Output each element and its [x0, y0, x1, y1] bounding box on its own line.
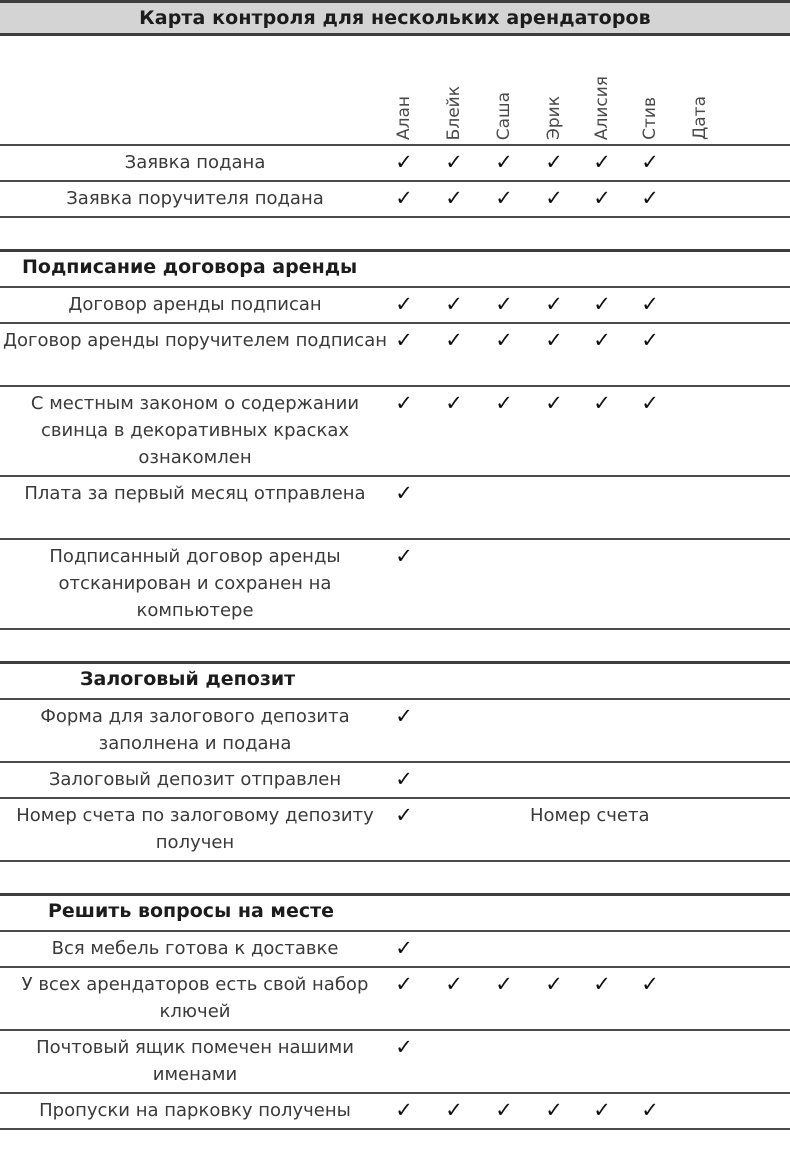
checklist-row[interactable]: [0, 932, 790, 966]
row-label: Залоговый депозит отправлен: [48, 769, 342, 790]
checkmark-icon[interactable]: ✓: [641, 150, 659, 174]
checklist-row[interactable]: [0, 763, 790, 797]
column-header-4: Эрик: [544, 96, 564, 140]
section-title: Подписание договора аренды: [22, 256, 358, 278]
row-checkmarks: [390, 932, 790, 966]
column-header-2: Блейк: [444, 85, 464, 140]
column-header-6: Стив: [640, 97, 660, 140]
checkmark-icon[interactable]: ✓: [495, 186, 513, 210]
row-label: Плата за первый месяц отправлена: [24, 483, 366, 504]
checkmark-icon[interactable]: ✓: [593, 391, 611, 415]
checkmark-icon[interactable]: ✓: [641, 328, 659, 352]
checkmark-icon[interactable]: ✓: [495, 328, 513, 352]
checkmark-icon[interactable]: ✓: [395, 328, 413, 352]
checkmark-icon[interactable]: ✓: [395, 704, 413, 728]
row-label: Заявка поручителя подана: [66, 188, 324, 209]
checkmark-icon[interactable]: ✓: [395, 481, 413, 505]
row-checkmarks: [390, 700, 790, 761]
checklist-row[interactable]: [0, 1031, 790, 1092]
column-header-5: Алисия: [592, 75, 612, 140]
checkmark-icon[interactable]: ✓: [395, 391, 413, 415]
checkmark-icon[interactable]: ✓: [545, 186, 563, 210]
section-title: Решить вопросы на месте: [48, 900, 335, 922]
row-checkmarks: [390, 1094, 790, 1128]
row-checkmarks: [390, 288, 790, 322]
checkmark-icon[interactable]: ✓: [641, 292, 659, 316]
checkmark-icon[interactable]: ✓: [445, 292, 463, 316]
row-rule: [0, 1128, 790, 1130]
column-header-strip: [0, 36, 790, 144]
checkmark-icon[interactable]: ✓: [545, 292, 563, 316]
checklist-row[interactable]: [0, 387, 790, 475]
checkmark-icon[interactable]: ✓: [395, 1098, 413, 1122]
checkmark-icon[interactable]: ✓: [445, 186, 463, 210]
column-header-1: Алан: [394, 95, 414, 140]
checkmark-icon[interactable]: ✓: [641, 186, 659, 210]
checkmark-icon[interactable]: ✓: [395, 186, 413, 210]
checklist-row[interactable]: [0, 540, 790, 628]
document-title-bar: [0, 0, 790, 36]
section-header: [0, 664, 790, 698]
checkmark-icon[interactable]: ✓: [545, 328, 563, 352]
row-checkmarks: [390, 968, 790, 1029]
checkmark-icon[interactable]: ✓: [593, 972, 611, 996]
section-title: Залоговый депозит: [80, 668, 296, 690]
checklist-row[interactable]: [0, 1094, 790, 1128]
checkmark-icon[interactable]: ✓: [445, 972, 463, 996]
checkmark-icon[interactable]: ✓: [545, 150, 563, 174]
row-label: С местным законом о содержании свинца в декоративных красках ознакомлен: [30, 393, 360, 468]
checklist-row[interactable]: [0, 477, 790, 538]
checkmark-icon[interactable]: ✓: [593, 186, 611, 210]
checklist-body: [0, 144, 790, 1130]
checkmark-icon[interactable]: ✓: [495, 391, 513, 415]
page-title: Карта контроля для нескольких арендаторов: [139, 7, 651, 29]
checkmark-icon[interactable]: ✓: [641, 972, 659, 996]
checkmark-icon[interactable]: ✓: [495, 1098, 513, 1122]
checkmark-icon[interactable]: ✓: [445, 1098, 463, 1122]
checkmark-icon[interactable]: ✓: [445, 391, 463, 415]
checkmark-icon[interactable]: ✓: [593, 150, 611, 174]
row-checkmarks: [390, 477, 790, 538]
row-label: Подписанный договор аренды отсканирован и сохранен на компьютере: [49, 546, 341, 621]
checklist-row[interactable]: [0, 968, 790, 1029]
checklist-row[interactable]: [0, 700, 790, 761]
checkmark-icon[interactable]: ✓: [395, 1035, 413, 1059]
row-label: Заявка подана: [124, 152, 266, 173]
row-checkmarks: [390, 324, 790, 385]
checkmark-icon[interactable]: ✓: [545, 391, 563, 415]
checkmark-icon[interactable]: ✓: [395, 972, 413, 996]
checklist-row[interactable]: [0, 799, 790, 860]
checkmark-icon[interactable]: ✓: [395, 767, 413, 791]
checkmark-icon[interactable]: ✓: [395, 150, 413, 174]
column-header-7: Дата: [690, 95, 710, 140]
checkmark-icon[interactable]: ✓: [445, 150, 463, 174]
row-checkmarks: [390, 182, 790, 216]
row-label: Почтовый ящик помечен нашими именами: [36, 1037, 354, 1085]
section-header: [0, 896, 790, 930]
checklist-row[interactable]: [0, 324, 790, 385]
checkmark-icon[interactable]: ✓: [593, 328, 611, 352]
row-checkmarks: [390, 540, 790, 628]
row-label: Вся мебель готова к доставке: [51, 938, 339, 959]
checklist-row[interactable]: [0, 288, 790, 322]
checkmark-icon[interactable]: ✓: [395, 292, 413, 316]
checkmark-icon[interactable]: ✓: [395, 936, 413, 960]
row-label: Пропуски на парковку получены: [39, 1100, 351, 1121]
checkmark-icon[interactable]: ✓: [395, 544, 413, 568]
row-checkmarks: [390, 763, 790, 797]
row-label: Договор аренды подписан: [68, 294, 322, 315]
section-header: [0, 252, 790, 286]
row-checkmarks: [390, 799, 790, 860]
checkmark-icon[interactable]: ✓: [495, 292, 513, 316]
checkmark-icon[interactable]: ✓: [445, 328, 463, 352]
section-gap: [0, 862, 790, 893]
section-gap: [0, 218, 790, 249]
section-gap: [0, 630, 790, 661]
row-label: Номер счета по залоговому депозиту получен: [16, 805, 374, 853]
checkmark-icon[interactable]: ✓: [545, 1098, 563, 1122]
row-label: У всех арендаторов есть свой набор ключей: [21, 974, 369, 1022]
checkmark-icon[interactable]: ✓: [641, 391, 659, 415]
row-label: Договор аренды поручителем подписан: [2, 330, 387, 351]
checkmark-icon[interactable]: ✓: [495, 150, 513, 174]
checkmark-icon[interactable]: ✓: [593, 292, 611, 316]
row-checkmarks: [390, 1031, 790, 1092]
column-header-3: Саша: [494, 91, 514, 140]
checkmark-icon[interactable]: ✓: [545, 972, 563, 996]
row-label: Форма для залогового депозита заполнена и подана: [40, 706, 350, 754]
checkmark-icon[interactable]: ✓: [395, 803, 413, 827]
checkmark-icon[interactable]: ✓: [495, 972, 513, 996]
row-note: Номер счета: [530, 805, 650, 826]
checkmark-icon[interactable]: ✓: [641, 1098, 659, 1122]
checklist-row[interactable]: [0, 146, 790, 180]
checklist-row[interactable]: [0, 182, 790, 216]
checkmark-icon[interactable]: ✓: [593, 1098, 611, 1122]
row-checkmarks: [390, 146, 790, 180]
row-checkmarks: [390, 387, 790, 475]
